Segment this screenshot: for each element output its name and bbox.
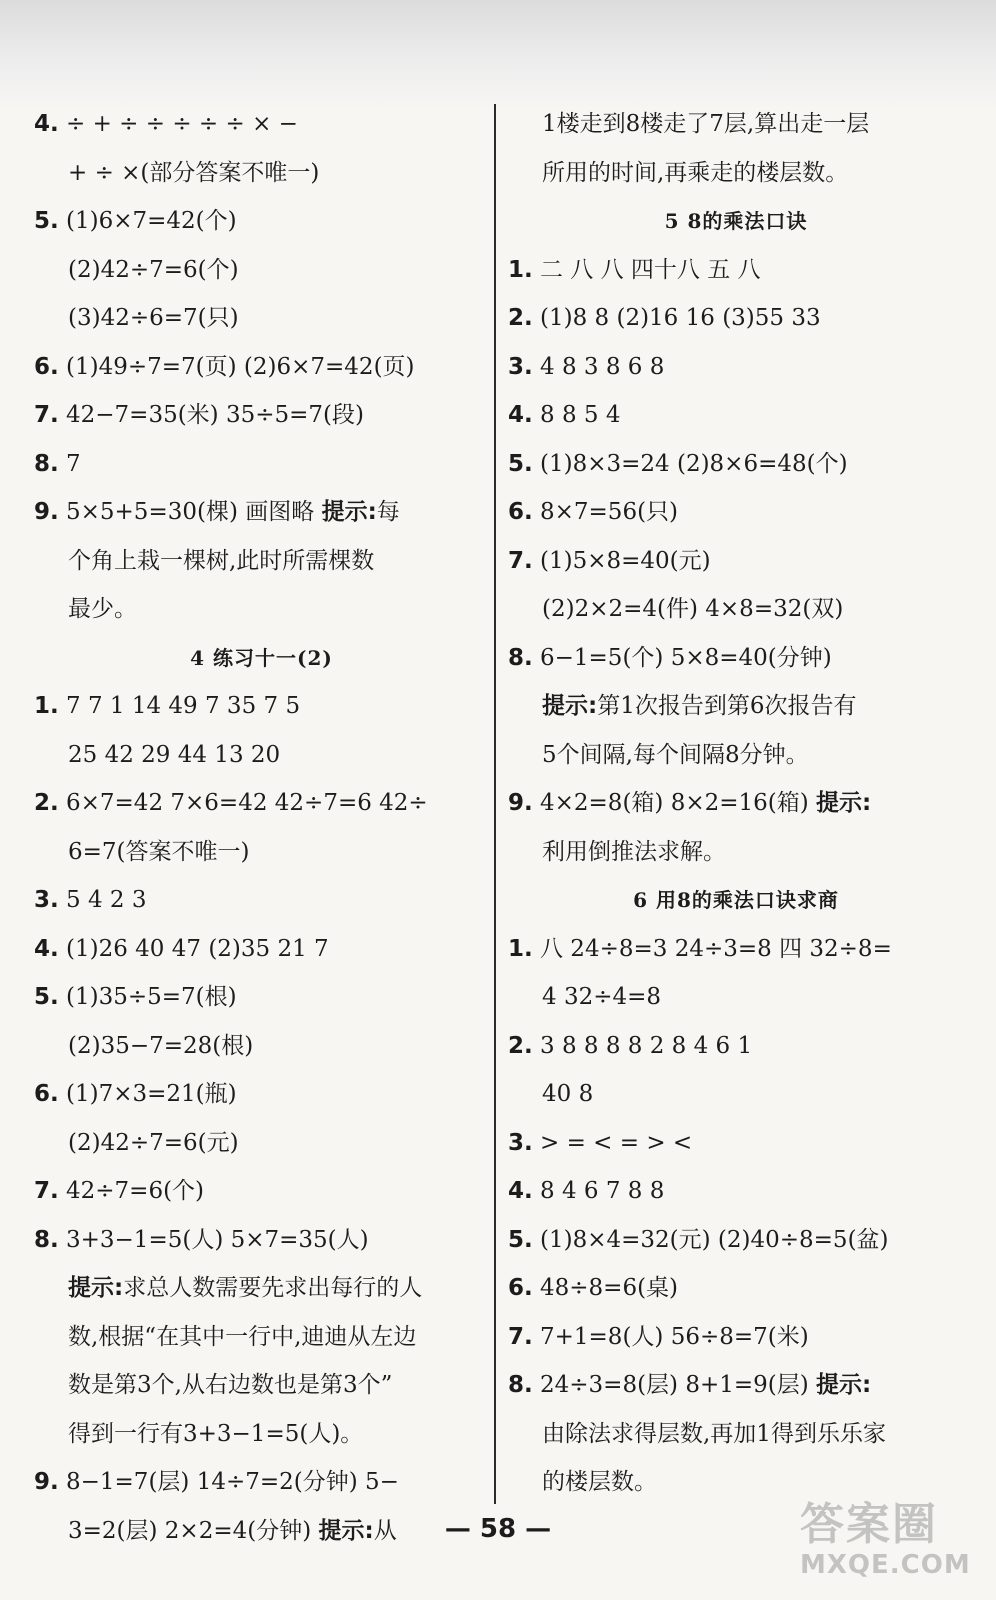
answer-text: 48÷8=6(桌) bbox=[540, 1275, 679, 1301]
answer-text: 7+1=8(人) 56÷8=7(米) bbox=[540, 1323, 809, 1350]
answer-line bbox=[34, 1167, 489, 1216]
question-number: 4. bbox=[34, 111, 59, 137]
answer-text: 6×7=42 7×6=42 42÷7=6 42÷ bbox=[66, 790, 428, 816]
hint-label: 提示: bbox=[321, 499, 377, 525]
answer-line bbox=[508, 537, 964, 586]
answer-text: > = < = > < bbox=[540, 1129, 693, 1156]
question-number: 3. bbox=[34, 887, 59, 913]
hint-text: 求总人数需要先求出每行的人 bbox=[123, 1275, 423, 1301]
answer-line bbox=[34, 440, 489, 489]
column-divider bbox=[494, 104, 496, 1504]
answer-text: (3)42÷6=7(只) bbox=[68, 305, 239, 331]
question-number: 4. bbox=[508, 1178, 533, 1204]
answer-line bbox=[508, 634, 964, 683]
answer-line bbox=[508, 1410, 964, 1459]
question-number: 9. bbox=[508, 790, 533, 816]
question-number: 2. bbox=[34, 790, 59, 816]
question-number: 8. bbox=[34, 1226, 59, 1253]
answer-line bbox=[508, 1119, 964, 1168]
answer-line bbox=[34, 1458, 489, 1507]
answer-text: ÷ + ÷ ÷ ÷ ÷ ÷ × − bbox=[66, 111, 298, 137]
answer-text: 6−1=5(个) 5×8=40(分钟) bbox=[540, 644, 832, 671]
answer-line bbox=[34, 246, 489, 295]
answer-line bbox=[508, 246, 964, 295]
answer-text: (1)26 40 47 (2)35 21 7 bbox=[66, 935, 329, 962]
answer-text: 个角上栽一棵树,此时所需棵数 bbox=[68, 547, 375, 574]
answer-text: (2)42÷7=6(元) bbox=[68, 1129, 239, 1156]
answer-text: + ÷ ×(部分答案不唯一) bbox=[68, 159, 320, 186]
answer-line bbox=[34, 537, 489, 586]
answer-text: 3 8 8 8 8 2 8 4 6 1 bbox=[540, 1032, 753, 1059]
answer-text: 8×7=56(只) bbox=[540, 499, 679, 525]
answer-line bbox=[508, 1216, 964, 1265]
section-header: 6 用8的乘法口诀求商 bbox=[633, 888, 839, 912]
section-header: 5 8的乘法口诀 bbox=[664, 209, 808, 233]
watermark-url: MXQE.COM bbox=[800, 1550, 971, 1580]
question-number: 7. bbox=[508, 1323, 533, 1350]
question-number: 5. bbox=[508, 450, 533, 477]
answer-text: 8 4 6 7 8 8 bbox=[540, 1178, 665, 1204]
answer-text: 4×2=8(箱) 8×2=16(箱) bbox=[540, 790, 817, 816]
answer-text: (2)35−7=28(根) bbox=[68, 1032, 254, 1059]
hint-text: 每 bbox=[376, 499, 400, 525]
answer-line bbox=[508, 1022, 964, 1071]
answer-line bbox=[508, 1264, 964, 1313]
hint-label: 提示: bbox=[542, 693, 598, 719]
left-column bbox=[34, 100, 489, 1555]
answer-text: (2)2×2=4(件) 4×8=32(双) bbox=[542, 596, 844, 622]
answer-text: 所用的时间,再乘走的楼层数。 bbox=[542, 159, 849, 186]
watermark-text: 答案圈 bbox=[800, 1499, 938, 1550]
answer-text: (1)8 8 (2)16 16 (3)55 33 bbox=[540, 305, 821, 331]
answer-line bbox=[34, 1313, 489, 1362]
answer-text: (1)7×3=21(瓶) bbox=[66, 1081, 237, 1107]
question-number: 5. bbox=[34, 984, 59, 1010]
question-number: 6. bbox=[34, 353, 59, 380]
hint-label: 提示: bbox=[318, 1517, 374, 1544]
question-number: 1. bbox=[34, 693, 59, 719]
answer-line bbox=[508, 149, 964, 198]
answer-line bbox=[34, 1410, 489, 1459]
answer-text: 3+3−1=5(人) 5×7=35(人) bbox=[66, 1226, 369, 1253]
question-number: 4. bbox=[34, 935, 59, 962]
answer-text: 由除法求得层数,再加1得到乐乐家 bbox=[542, 1420, 886, 1447]
answer-line bbox=[508, 391, 964, 440]
answer-line bbox=[34, 391, 489, 440]
question-number: 2. bbox=[508, 1032, 533, 1059]
answer-line bbox=[34, 1119, 489, 1168]
answer-text: 4 8 3 8 6 8 bbox=[540, 353, 665, 380]
answer-text: 42−7=35(米) 35÷5=7(段) bbox=[66, 402, 364, 428]
answer-text: 40 8 bbox=[542, 1081, 594, 1107]
answer-line bbox=[34, 1070, 489, 1119]
answer-text: 5 4 2 3 bbox=[66, 887, 147, 913]
answer-line bbox=[508, 682, 964, 731]
answer-text: (1)8×4=32(元) (2)40÷8=5(盆) bbox=[540, 1226, 889, 1253]
question-number: 8. bbox=[508, 1372, 533, 1398]
question-number: 7. bbox=[34, 402, 59, 428]
answer-line bbox=[508, 1313, 964, 1362]
answer-text: 二 八 八 四十八 五 八 bbox=[540, 256, 761, 283]
answer-text: (1)6×7=42(个) bbox=[66, 208, 237, 234]
question-number: 6. bbox=[508, 499, 533, 525]
answer-line bbox=[34, 197, 489, 246]
answer-text: 8−1=7(层) 14÷7=2(分钟) 5− bbox=[66, 1469, 399, 1495]
question-number: 8. bbox=[508, 644, 533, 671]
answer-line bbox=[508, 1070, 964, 1119]
answer-line bbox=[34, 973, 489, 1022]
answer-line bbox=[34, 1264, 489, 1313]
answer-line bbox=[508, 343, 964, 392]
question-number: 5. bbox=[34, 208, 59, 234]
answer-line bbox=[34, 149, 489, 198]
question-number: 6. bbox=[34, 1081, 59, 1107]
answer-line bbox=[508, 828, 964, 877]
answer-text: 1楼走到8楼走了7层,算出走一层 bbox=[542, 111, 870, 137]
question-number: 7. bbox=[34, 1178, 59, 1204]
answer-text: 利用倒推法求解。 bbox=[542, 838, 726, 865]
question-number: 5. bbox=[508, 1226, 533, 1253]
answer-line bbox=[508, 440, 964, 489]
watermark-logo bbox=[800, 1500, 980, 1590]
answer-line bbox=[34, 100, 489, 149]
answer-text: 最少。 bbox=[68, 596, 137, 622]
answer-text: 6=7(答案不唯一) bbox=[68, 838, 250, 865]
answer-line bbox=[34, 779, 489, 828]
answer-line bbox=[34, 294, 489, 343]
answer-line bbox=[34, 828, 489, 877]
answer-line bbox=[34, 1216, 489, 1265]
answer-line bbox=[34, 925, 489, 974]
answer-text: 24÷3=8(层) 8+1=9(层) bbox=[540, 1372, 817, 1398]
answer-text: 25 42 29 44 13 20 bbox=[68, 741, 281, 768]
question-number: 6. bbox=[508, 1275, 533, 1301]
question-number: 9. bbox=[34, 1469, 59, 1495]
answer-line bbox=[34, 1361, 489, 1410]
answer-text: 5×5+5=30(棵) 画图略 bbox=[66, 499, 322, 525]
hint-text: 第1次报告到第6次报告有 bbox=[597, 693, 857, 719]
answer-text: (1)5×8=40(元) bbox=[540, 547, 711, 574]
answer-line bbox=[34, 488, 489, 537]
answer-text: (1)35÷5=7(根) bbox=[66, 984, 237, 1010]
question-number: 3. bbox=[508, 353, 533, 380]
answer-text: 7 7 1 14 49 7 35 7 5 bbox=[66, 693, 301, 719]
answer-line bbox=[508, 779, 964, 828]
answer-text: 4 32÷4=8 bbox=[542, 984, 662, 1010]
answer-line bbox=[508, 731, 964, 780]
answer-text: 8 8 5 4 bbox=[540, 402, 621, 428]
answer-line bbox=[34, 876, 489, 925]
answer-text: 5个间隔,每个间隔8分钟。 bbox=[542, 741, 809, 768]
answer-line bbox=[34, 343, 489, 392]
question-number: 3. bbox=[508, 1129, 533, 1156]
answer-line bbox=[508, 488, 964, 537]
answer-text: 得到一行有3+3−1=5(人)。 bbox=[68, 1420, 364, 1447]
answer-text: (2)42÷7=6(个) bbox=[68, 256, 239, 283]
answer-line bbox=[34, 682, 489, 731]
hint-label: 提示: bbox=[816, 790, 872, 816]
question-number: 4. bbox=[508, 402, 533, 428]
answer-line bbox=[34, 1022, 489, 1071]
answer-text: 的楼层数。 bbox=[542, 1469, 657, 1495]
answer-line bbox=[508, 100, 964, 149]
answer-text: 42÷7=6(个) bbox=[66, 1178, 205, 1204]
answer-text: (1)49÷7=7(页) (2)6×7=42(页) bbox=[66, 353, 415, 380]
hint-label: 提示: bbox=[816, 1372, 872, 1398]
answer-line bbox=[34, 731, 489, 780]
question-number: 8. bbox=[34, 450, 59, 477]
answer-line bbox=[508, 585, 964, 634]
question-number: 7. bbox=[508, 547, 533, 574]
answer-line bbox=[508, 294, 964, 343]
answer-line bbox=[508, 1361, 964, 1410]
answer-line bbox=[508, 925, 964, 974]
section-header: 4 练习十一(2) bbox=[190, 645, 333, 670]
scan-top-shadow bbox=[0, 0, 996, 110]
answer-text: 数是第3个,从右边数也是第3个” bbox=[68, 1372, 393, 1398]
page-number: — 58 — bbox=[444, 1514, 552, 1544]
answer-line bbox=[34, 585, 489, 634]
question-number: 9. bbox=[34, 499, 59, 525]
right-column bbox=[508, 100, 964, 1507]
hint-label: 提示: bbox=[68, 1275, 124, 1301]
answer-text: 数,根据“在其中一行中,迪迪从左边 bbox=[68, 1323, 417, 1350]
question-number: 2. bbox=[508, 305, 533, 331]
answer-text: 3=2(层) 2×2=4(分钟) bbox=[68, 1517, 319, 1544]
answer-line bbox=[508, 1167, 964, 1216]
answer-text: 八 24÷8=3 24÷3=8 四 32÷8= bbox=[540, 935, 892, 962]
answer-line bbox=[508, 973, 964, 1022]
question-number: 1. bbox=[508, 256, 533, 283]
answer-text: (1)8×3=24 (2)8×6=48(个) bbox=[540, 450, 848, 477]
hint-text: 从 bbox=[373, 1517, 397, 1544]
answer-text: 7 bbox=[66, 450, 81, 477]
question-number: 1. bbox=[508, 935, 533, 962]
